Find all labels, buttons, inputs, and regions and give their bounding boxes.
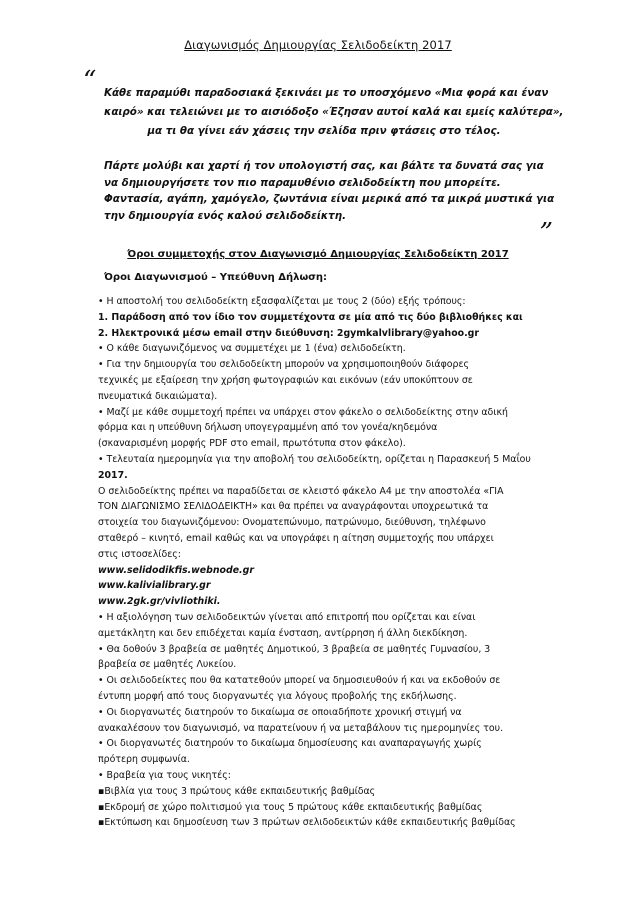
body-line: • Οι διοργανωτές διατηρούν το δικαίωμα σε οποιαδήποτε χρονική στιγμή να xyxy=(98,706,462,718)
intro-paragraph-2 xyxy=(104,158,574,224)
intro-line: Φαντασία, αγάπη, χαμόγελο, ζωντάνια είναι μερικά από τα μικρά μυστικά για xyxy=(104,193,555,205)
body-line: • Τελευταία ημερομηνία για την αποβολή του σελιδοδείκτη, ορίζεται η Παρασκευή 5 Μαΐου xyxy=(98,453,531,465)
body-line: 1. Παράδοση από τον ίδιο τον συμμετέχοντα σε μία από τις δύο βιβλιοθήκες και xyxy=(98,311,523,323)
body-line: www.2gk.gr/vivliothiki. xyxy=(98,596,221,608)
body-line: • Οι σελιδοδείκτες που θα κατατεθούν μπορεί να δημοσιευθούν ή και να εκδοθούν σε xyxy=(98,675,501,687)
body-line: έντυπη μορφή από τους διοργανωτές για λόγους προβολής της εκδήλωσης. xyxy=(98,690,457,702)
body-line: φόρμα και η υπεύθυνη δήλωση υπογεγραμμένη από τον γονέα/κηδεμόνα xyxy=(98,422,438,434)
intro-line: να δημιουργήσετε τον πιο παραμυθένιο σελιδοδείκτη που μπορείτε. xyxy=(104,176,501,189)
intro-line: την δημιουργία ενός καλού σελιδοδείκτη. xyxy=(104,209,346,222)
body-line: αμετάκλητη και δεν επιδέχεται καμία ένσταση, αντίρρηση ή άλλη διεκδίκηση. xyxy=(98,627,468,639)
body-line: Ο σελιδοδείκτης πρέπει να παραδίδεται σε κλειστό φάκελο Α4 με την αποστολέα «ΓΙΑ xyxy=(98,485,504,497)
body-line: στις ιστοσελίδες: xyxy=(98,548,181,560)
body-line: www.kalivialibrary.gr xyxy=(98,580,211,592)
body-line: ▪Εκδρομή σε χώρο πολιτισμού για τους 5 πρώτους κάθε εκπαιδευτικής βαθμίδας xyxy=(98,801,483,813)
body-line: ΤΟΝ ΔΙΑΓΩΝΙΣΜΟ ΣΕΛΙΔΟΔΕΙΚΤΗ» και θα πρέπει να αναγράφονται υποχρεωτικά τα xyxy=(98,501,489,513)
body-line: πνευματικά δικαιώματα). xyxy=(98,390,218,402)
body-line: 2017. xyxy=(98,469,128,481)
body-line: ▪Εκτύπωση και δημοσίευση των 3 πρώτων σελιδοδεικτών κάθε εκπαιδευτικής βαθμίδας xyxy=(98,817,516,829)
body-line: • Ο κάθε διαγωνιζόμενος να συμμετέχει με 1 (ένα) σελιδοδείκτη. xyxy=(98,343,406,355)
intro-line: Κάθε παραμύθι παραδοσιακά ξεκινάει με το υποσχόμενο «Μια φορά και έναν xyxy=(104,87,549,99)
intro-paragraph-1 xyxy=(104,84,564,141)
body-line: • Η αποστολή του σελιδοδείκτη εξασφαλίζεται με τους 2 (δύο) εξής τρόπους: xyxy=(98,296,466,307)
body-line: ▪Βιβλία για τους 3 πρώτους κάθε εκπαιδευτικής βαθμίδας xyxy=(98,785,376,797)
intro-line: καιρό» και τελειώνει με το αισιόδοξο «Έζησαν αυτοί καλά και εμείς καλύτερα», xyxy=(104,106,564,118)
opening-quote-mark: “ xyxy=(83,66,97,96)
closing-quote-mark: „ xyxy=(540,202,554,232)
body-line: • Η αξιολόγηση των σελιδοδεικτών γίνεται από επιτροπή που ορίζεται και είναι xyxy=(98,611,476,623)
body-line: 2. Ηλεκτρονικά μέσω email στην διεύθυνση: 2gymkalvlibrary@yahoo.gr xyxy=(98,327,480,339)
body-line: • Θα δοθούν 3 βραβεία σε μαθητές Δημοτικού, 3 βραβεία σε μαθητές Γυμνασίου, 3 xyxy=(98,643,491,655)
body-line: • Μαζί με κάθε συμμετοχή πρέπει να υπάρχει στον φάκελο ο σελιδοδείκτης στην αδική xyxy=(98,406,508,418)
body-line: στοιχεία του διαγωνιζόμενου: Ονοματεπώνυμο, πατρώνυμο, διεύθυνση, τηλέφωνο xyxy=(98,517,486,529)
body-line: • Βραβεία για τους νικητές: xyxy=(98,769,231,781)
intro-line: Πάρτε μολύβι και χαρτί ή τον υπολογιστή σας, και βάλτε τα δυνατά σας για xyxy=(104,160,544,172)
rules-body xyxy=(98,294,548,831)
body-line: (σκαναρισμένη μορφής PDF στο email, πρωτότυπα στον φάκελο). xyxy=(98,438,406,450)
rules-heading: Όροι συμμετοχής στον Διαγωνισμό Δημιουργίας Σελιδοδείκτη 2017 xyxy=(127,249,509,260)
body-line: τεχνικές με εξαίρεση την χρήση φωτογραφιών και εικόνων (εάν υποκύπτουν σε xyxy=(98,374,473,386)
body-line: βραβεία σε μαθητές Λυκείου. xyxy=(98,659,237,671)
body-line: ανακαλέσουν τον διαγωνισμό, να παρατείνουν ή να μεταβάλουν τις ημερομηνίες του. xyxy=(98,722,504,734)
rules-subheading: Όροι Διαγωνισμού – Υπεύθυνη Δήλωση: xyxy=(104,272,328,283)
body-line: • Οι διοργανωτές διατηρούν το δικαίωμα δημοσίευσης και αναπαραγωγής χωρίς xyxy=(98,738,482,750)
body-line: πρότερη συμφωνία. xyxy=(98,754,190,766)
document-title: Διαγωνισμός Δημιουργίας Σελιδοδείκτη 2017 xyxy=(184,38,452,52)
intro-line: μα τι θα γίνει εάν χάσεις την σελίδα πριν φτάσεις στο τέλος. xyxy=(147,125,501,137)
body-line: www.selidodikfis.webnode.gr xyxy=(98,564,254,576)
body-line: • Για την δημιουργία του σελιδοδείκτη μπορούν να χρησιμοποιηθούν διάφορες xyxy=(98,359,470,371)
body-line: σταθερό – κινητό, email καθώς και να υπογράφει η αίτηση συμμετοχής που υπάρχει xyxy=(98,532,494,544)
